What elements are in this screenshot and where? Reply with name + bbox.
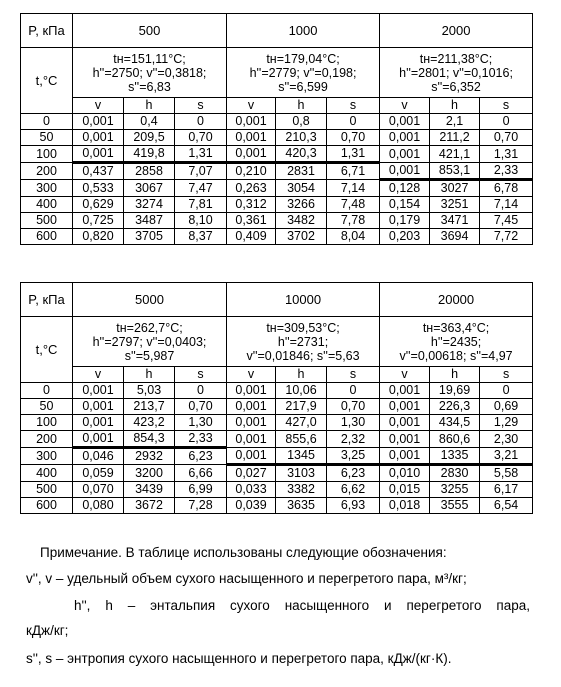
saturation-line: h''=2750; v''=0,3818; [92,65,207,80]
value-cell: 0,179 [380,213,430,229]
value-cell: 0,001 [73,114,124,130]
pressure-value: 20000 [380,283,533,317]
saturation-row [21,317,533,367]
value-cell: 3482 [276,213,327,229]
value-cell: 3672 [124,498,175,514]
value-cell: 420,3 [276,146,327,163]
temperature-cell: 300 [21,448,73,465]
column-label: v [73,367,124,383]
table-row [21,482,533,498]
saturation-line: h''=2435; [430,334,482,349]
table-row [21,399,533,415]
value-cell: 0,361 [227,213,276,229]
value-cell: 8,04 [327,229,380,245]
table-row [21,383,533,399]
value-cell: 3487 [124,213,175,229]
column-label: v [227,367,276,383]
value-cell: 0,001 [380,383,430,399]
table-row [21,180,533,197]
value-cell: 0 [327,383,380,399]
value-cell: 0,070 [73,482,124,498]
pressure-label: P, кПа [21,283,73,317]
value-cell: 3635 [276,498,327,514]
value-cell: 0,015 [380,482,430,498]
value-cell: 3027 [430,180,480,197]
value-cell: 3266 [276,197,327,213]
value-cell: 7,28 [175,498,227,514]
saturation-line: tн=262,7°C; [116,320,183,335]
value-cell: 860,6 [430,431,480,448]
value-cell: 0,001 [380,399,430,415]
value-cell: 0,018 [380,498,430,514]
temperature-label: t,°C [21,317,73,383]
value-cell: 0,533 [73,180,124,197]
value-cell: 1345 [276,448,327,465]
value-cell: 0,437 [73,163,124,180]
value-cell: 0 [175,383,227,399]
value-cell: 3694 [430,229,480,245]
value-cell: 0,001 [73,146,124,163]
value-cell: 0,70 [327,130,380,146]
value-cell: 1,31 [175,146,227,163]
table-row [21,448,533,465]
value-cell: 7,07 [175,163,227,180]
column-label: v [380,367,430,383]
column-label-row [21,367,533,383]
value-cell: 0,010 [380,465,430,482]
value-cell: 0,027 [227,465,276,482]
value-cell: 0,046 [73,448,124,465]
value-cell: 3054 [276,180,327,197]
value-cell: 855,6 [276,431,327,448]
saturation-line: h''=2731; [277,334,329,349]
value-cell: 0,70 [175,130,227,146]
column-label: v [227,98,276,114]
value-cell: 0,128 [380,180,430,197]
value-cell: 3702 [276,229,327,245]
column-label: h [276,367,327,383]
value-cell: 0,059 [73,465,124,482]
value-cell: 0,210 [227,163,276,180]
table-row [21,431,533,448]
value-cell: 0,70 [480,130,533,146]
saturation-line: s''=6,599 [278,79,328,94]
table-row [21,114,533,130]
value-cell: 0,001 [73,415,124,431]
temperature-cell: 300 [21,180,73,197]
column-label: v [380,98,430,114]
value-cell: 0,001 [227,146,276,163]
steam-table-high-pressure [20,282,533,514]
value-cell: 0,001 [380,415,430,431]
column-label: h [124,367,175,383]
value-cell: 217,9 [276,399,327,415]
value-cell: 3439 [124,482,175,498]
value-cell: 419,8 [124,146,175,163]
value-cell: 7,45 [480,213,533,229]
saturation-line: s''=6,83 [128,79,171,94]
value-cell: 1335 [430,448,480,465]
value-cell: 6,93 [327,498,380,514]
value-cell: 1,31 [480,146,533,163]
value-cell: 7,14 [480,197,533,213]
value-cell: 0,69 [480,399,533,415]
table-row [21,213,533,229]
value-cell: 0,001 [227,114,276,130]
value-cell: 7,78 [327,213,380,229]
table-row [21,415,533,431]
column-label: s [480,367,533,383]
column-label: h [276,98,327,114]
value-cell: 0,001 [380,448,430,465]
value-cell: 2,1 [430,114,480,130]
value-cell: 1,31 [327,146,380,163]
value-cell: 2830 [430,465,480,482]
column-label: s [327,98,380,114]
value-cell: 3,21 [480,448,533,465]
saturation-line: h''=2797; v''=0,0403; [92,334,207,349]
value-cell: 423,2 [124,415,175,431]
pressure-value: 500 [73,14,227,48]
value-cell: 853,1 [430,163,480,180]
value-cell: 0,001 [73,130,124,146]
value-cell: 0 [480,383,533,399]
temperature-cell: 100 [21,146,73,163]
value-cell: 6,17 [480,482,533,498]
value-cell: 3471 [430,213,480,229]
table-row [21,465,533,482]
temperature-cell: 200 [21,163,73,180]
column-label: h [430,98,480,114]
value-cell: 8,10 [175,213,227,229]
value-cell: 0,154 [380,197,430,213]
value-cell: 2,30 [480,431,533,448]
value-cell: 3382 [276,482,327,498]
saturation-params [73,317,227,367]
temperature-cell: 50 [21,399,73,415]
saturation-line: v''=0,00618; s''=4,97 [399,348,513,363]
value-cell: 7,14 [327,180,380,197]
value-cell: 0,8 [276,114,327,130]
value-cell: 1,29 [480,415,533,431]
table-row [21,197,533,213]
value-cell: 0,001 [227,431,276,448]
value-cell: 2831 [276,163,327,180]
value-cell: 10,06 [276,383,327,399]
value-cell: 5,58 [480,465,533,482]
value-cell: 2,33 [480,163,533,180]
value-cell: 0,70 [327,399,380,415]
value-cell: 210,3 [276,130,327,146]
table-row [21,146,533,163]
value-cell: 2,33 [175,431,227,448]
value-cell: 6,23 [327,465,380,482]
value-cell: 8,37 [175,229,227,245]
value-cell: 0,001 [227,383,276,399]
value-cell: 6,99 [175,482,227,498]
note-enthalpy-unit: кДж/кг; [26,623,69,638]
pressure-value: 1000 [227,14,380,48]
temperature-cell: 0 [21,383,73,399]
value-cell: 0,4 [124,114,175,130]
value-cell: 0,725 [73,213,124,229]
value-cell: 0,001 [73,431,124,448]
value-cell: 6,71 [327,163,380,180]
value-cell: 0,033 [227,482,276,498]
saturation-line: h''=2779; v''=0,198; [249,65,357,80]
pressure-header-row [21,14,533,48]
saturation-line: tн=179,04°C; [266,51,340,66]
saturation-line: s''=5,987 [124,348,175,363]
saturation-line: tн=211,38°C; [419,51,493,66]
saturation-line: tн=151,11°C; [113,51,186,66]
column-label: s [175,367,227,383]
saturation-line: h''=2801; v''=0,1016; [399,65,513,80]
value-cell: 0,820 [73,229,124,245]
value-cell: 3705 [124,229,175,245]
value-cell: 0,312 [227,197,276,213]
note-entropy: s'', s – энтропия сухого насыщенного и перегретого пара, кДж/(кг·К). [26,651,452,666]
temperature-cell: 0 [21,114,73,130]
value-cell: 0,080 [73,498,124,514]
value-cell: 3067 [124,180,175,197]
value-cell: 6,54 [480,498,533,514]
value-cell: 7,47 [175,180,227,197]
column-label-row [21,98,533,114]
saturation-row [21,48,533,98]
value-cell: 0,263 [227,180,276,197]
value-cell: 1,30 [175,415,227,431]
note-title: Примечание. В таблице использованы следующие обозначения: [40,545,447,560]
value-cell: 0,409 [227,229,276,245]
note-specific-volume: v'', v – удельный объем сухого насыщенного и перегретого пара, м³/кг; [26,571,467,586]
pressure-header-row [21,283,533,317]
value-cell: 6,62 [327,482,380,498]
temperature-cell: 500 [21,482,73,498]
value-cell: 0 [480,114,533,130]
value-cell: 3555 [430,498,480,514]
value-cell: 0,001 [380,163,430,180]
note-enthalpy: h'', h – энтальпия сухого насыщенного и перегретого пара, [74,598,530,613]
temperature-cell: 200 [21,431,73,448]
column-label: s [480,98,533,114]
saturation-params [227,317,380,367]
value-cell: 0,001 [73,383,124,399]
value-cell: 0,629 [73,197,124,213]
value-cell: 6,78 [480,180,533,197]
value-cell: 0,001 [380,130,430,146]
value-cell: 854,3 [124,431,175,448]
table-row [21,130,533,146]
pressure-value: 10000 [227,283,380,317]
value-cell: 0 [175,114,227,130]
saturation-line: s''=6,352 [431,79,481,94]
column-label: h [124,98,175,114]
value-cell: 0,203 [380,229,430,245]
value-cell: 421,1 [430,146,480,163]
column-label: h [430,367,480,383]
value-cell: 3200 [124,465,175,482]
value-cell: 0,001 [227,415,276,431]
value-cell: 0 [327,114,380,130]
temperature-cell: 400 [21,465,73,482]
value-cell: 5,03 [124,383,175,399]
value-cell: 7,48 [327,197,380,213]
saturation-line: tн=363,4°C; [422,320,490,335]
temperature-cell: 600 [21,229,73,245]
value-cell: 1,30 [327,415,380,431]
value-cell: 2932 [124,448,175,465]
table-row [21,498,533,514]
saturation-line: v''=0,01846; s''=5,63 [246,348,360,363]
saturation-params [380,48,533,98]
value-cell: 6,66 [175,465,227,482]
temperature-cell: 600 [21,498,73,514]
temperature-label: t,°C [21,48,73,114]
value-cell: 0,001 [380,431,430,448]
value-cell: 19,69 [430,383,480,399]
value-cell: 211,2 [430,130,480,146]
value-cell: 434,5 [430,415,480,431]
value-cell: 3274 [124,197,175,213]
pressure-value: 5000 [73,283,227,317]
value-cell: 427,0 [276,415,327,431]
temperature-cell: 400 [21,197,73,213]
value-cell: 0,70 [175,399,227,415]
column-label: s [175,98,227,114]
value-cell: 226,3 [430,399,480,415]
saturation-params [380,317,533,367]
saturation-line: tн=309,53°C; [266,320,340,335]
column-label: s [327,367,380,383]
value-cell: 0,001 [227,448,276,465]
value-cell: 0,001 [380,114,430,130]
saturation-params [73,48,227,98]
temperature-cell: 50 [21,130,73,146]
value-cell: 6,23 [175,448,227,465]
temperature-cell: 100 [21,415,73,431]
table-row [21,163,533,180]
temperature-cell: 500 [21,213,73,229]
value-cell: 3,25 [327,448,380,465]
value-cell: 0,001 [380,146,430,163]
table-row [21,229,533,245]
value-cell: 209,5 [124,130,175,146]
value-cell: 7,81 [175,197,227,213]
saturation-params [227,48,380,98]
pressure-value: 2000 [380,14,533,48]
value-cell: 3251 [430,197,480,213]
value-cell: 2,32 [327,431,380,448]
value-cell: 0,039 [227,498,276,514]
value-cell: 0,001 [227,399,276,415]
value-cell: 213,7 [124,399,175,415]
pressure-label: P, кПа [21,14,73,48]
column-label: v [73,98,124,114]
value-cell: 7,72 [480,229,533,245]
value-cell: 3255 [430,482,480,498]
value-cell: 3103 [276,465,327,482]
value-cell: 0,001 [73,399,124,415]
value-cell: 0,001 [227,130,276,146]
steam-table-low-pressure [20,13,533,245]
value-cell: 2858 [124,163,175,180]
